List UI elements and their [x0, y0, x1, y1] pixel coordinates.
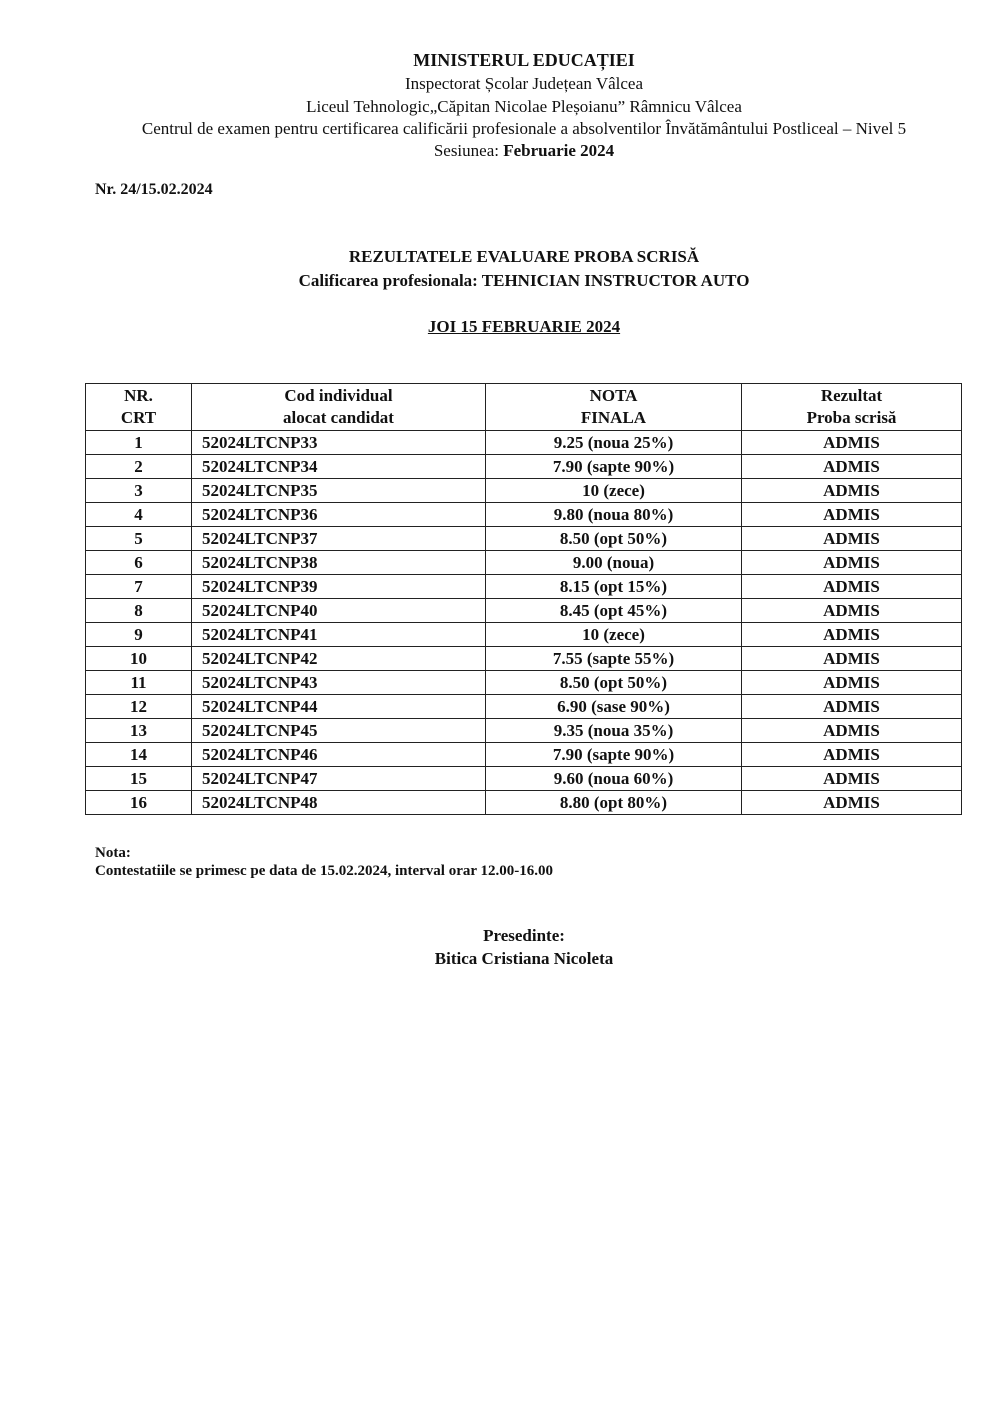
result: ADMIS — [742, 431, 962, 455]
result: ADMIS — [742, 719, 962, 743]
table-row — [86, 791, 962, 815]
session-label: Sesiunea: — [433, 141, 499, 160]
table-row — [86, 695, 962, 719]
row-number: 5 — [86, 527, 192, 551]
result: ADMIS — [742, 623, 962, 647]
row-number: 11 — [86, 671, 192, 695]
header-candidate-code: Cod individual alocat candidat — [192, 384, 486, 431]
candidate-code: 52024LTCNP34 — [192, 455, 486, 479]
final-grade: 7.90 (sapte 90%) — [486, 455, 742, 479]
inspectorate-line: Inspectorat Școlar Județean Vâlcea — [404, 74, 644, 93]
candidate-code: 52024LTCNP46 — [192, 743, 486, 767]
table-row — [86, 623, 962, 647]
candidate-code: 52024LTCNP36 — [192, 503, 486, 527]
header-nr-crt: NR. CRT — [86, 384, 192, 431]
note-text: Contestatiile se primesc pe data de 15.02.2024, interval orar 12.00-16.00 — [95, 863, 553, 879]
session-value: Februarie 2024 — [503, 141, 615, 160]
row-number: 2 — [86, 455, 192, 479]
header-result: Rezultat Proba scrisă — [742, 384, 962, 431]
header-final-grade: NOTA FINALA — [486, 384, 742, 431]
result: ADMIS — [742, 527, 962, 551]
result: ADMIS — [742, 599, 962, 623]
candidate-code: 52024LTCNP38 — [192, 551, 486, 575]
row-number: 3 — [86, 479, 192, 503]
final-grade: 10 (zece) — [486, 623, 742, 647]
final-grade: 8.80 (opt 80%) — [486, 791, 742, 815]
result: ADMIS — [742, 791, 962, 815]
table-row — [86, 455, 962, 479]
candidate-code: 52024LTCNP48 — [192, 791, 486, 815]
result: ADMIS — [742, 479, 962, 503]
final-grade: 8.50 (opt 50%) — [486, 527, 742, 551]
school-line: Liceul Tehnologic„Căpitan Nicolae Pleșoianu” Râmnicu Vâlcea — [306, 97, 742, 116]
final-grade: 7.55 (sapte 55%) — [486, 647, 742, 671]
row-number: 10 — [86, 647, 192, 671]
president-label: Presedinte: — [483, 926, 565, 945]
candidate-code: 52024LTCNP41 — [192, 623, 486, 647]
note-label: Nota: — [95, 845, 131, 861]
row-number: 16 — [86, 791, 192, 815]
document-number: Nr. 24/15.02.2024 — [95, 181, 213, 198]
row-number: 6 — [86, 551, 192, 575]
final-grade: 9.35 (noua 35%) — [486, 719, 742, 743]
row-number: 1 — [86, 431, 192, 455]
row-number: 12 — [86, 695, 192, 719]
final-grade: 10 (zece) — [486, 479, 742, 503]
row-number: 9 — [86, 623, 192, 647]
final-grade: 9.00 (noua) — [486, 551, 742, 575]
qualification-title: Calificarea profesionala: TEHNICIAN INSTRUCTOR AUTO — [298, 271, 750, 290]
result: ADMIS — [742, 767, 962, 791]
exam-center-line: Centrul de examen pentru certificarea calificării profesionale a absolventilor Învătământului Postliceal – Nivel 5 — [141, 119, 907, 138]
final-grade: 7.90 (sapte 90%) — [486, 743, 742, 767]
final-grade: 8.45 (opt 45%) — [486, 599, 742, 623]
final-grade: 9.25 (noua 25%) — [486, 431, 742, 455]
table-row — [86, 767, 962, 791]
final-grade: 9.60 (noua 60%) — [486, 767, 742, 791]
table-header-row — [86, 384, 962, 431]
result: ADMIS — [742, 455, 962, 479]
candidate-code: 52024LTCNP35 — [192, 479, 486, 503]
result: ADMIS — [742, 695, 962, 719]
row-number: 8 — [86, 599, 192, 623]
row-number: 7 — [86, 575, 192, 599]
result: ADMIS — [742, 647, 962, 671]
final-grade: 8.15 (opt 15%) — [486, 575, 742, 599]
ministry-title: MINISTERUL EDUCAȚIEI — [413, 50, 635, 70]
table-row — [86, 671, 962, 695]
result: ADMIS — [742, 743, 962, 767]
table-row — [86, 599, 962, 623]
session-line — [0, 140, 1000, 162]
table-row — [86, 479, 962, 503]
results-table — [85, 383, 962, 815]
candidate-code: 52024LTCNP44 — [192, 695, 486, 719]
candidate-code: 52024LTCNP33 — [192, 431, 486, 455]
president-name: Bitica Cristiana Nicoleta — [434, 949, 614, 968]
row-number: 14 — [86, 743, 192, 767]
table-row — [86, 743, 962, 767]
result: ADMIS — [742, 671, 962, 695]
candidate-code: 52024LTCNP40 — [192, 599, 486, 623]
final-grade: 8.50 (opt 50%) — [486, 671, 742, 695]
exam-date: JOI 15 FEBRUARIE 2024 — [427, 317, 621, 336]
candidate-code: 52024LTCNP45 — [192, 719, 486, 743]
result: ADMIS — [742, 551, 962, 575]
table-row — [86, 431, 962, 455]
table-row — [86, 647, 962, 671]
table-row — [86, 503, 962, 527]
candidate-code: 52024LTCNP47 — [192, 767, 486, 791]
result: ADMIS — [742, 503, 962, 527]
table-row — [86, 551, 962, 575]
row-number: 13 — [86, 719, 192, 743]
final-grade: 6.90 (sase 90%) — [486, 695, 742, 719]
results-title: REZULTATELE EVALUARE PROBA SCRISĂ — [348, 247, 700, 266]
table-row — [86, 527, 962, 551]
row-number: 15 — [86, 767, 192, 791]
table-row — [86, 575, 962, 599]
candidate-code: 52024LTCNP39 — [192, 575, 486, 599]
candidate-code: 52024LTCNP37 — [192, 527, 486, 551]
final-grade: 9.80 (noua 80%) — [486, 503, 742, 527]
candidate-code: 52024LTCNP43 — [192, 671, 486, 695]
row-number: 4 — [86, 503, 192, 527]
candidate-code: 52024LTCNP42 — [192, 647, 486, 671]
table-row — [86, 719, 962, 743]
result: ADMIS — [742, 575, 962, 599]
